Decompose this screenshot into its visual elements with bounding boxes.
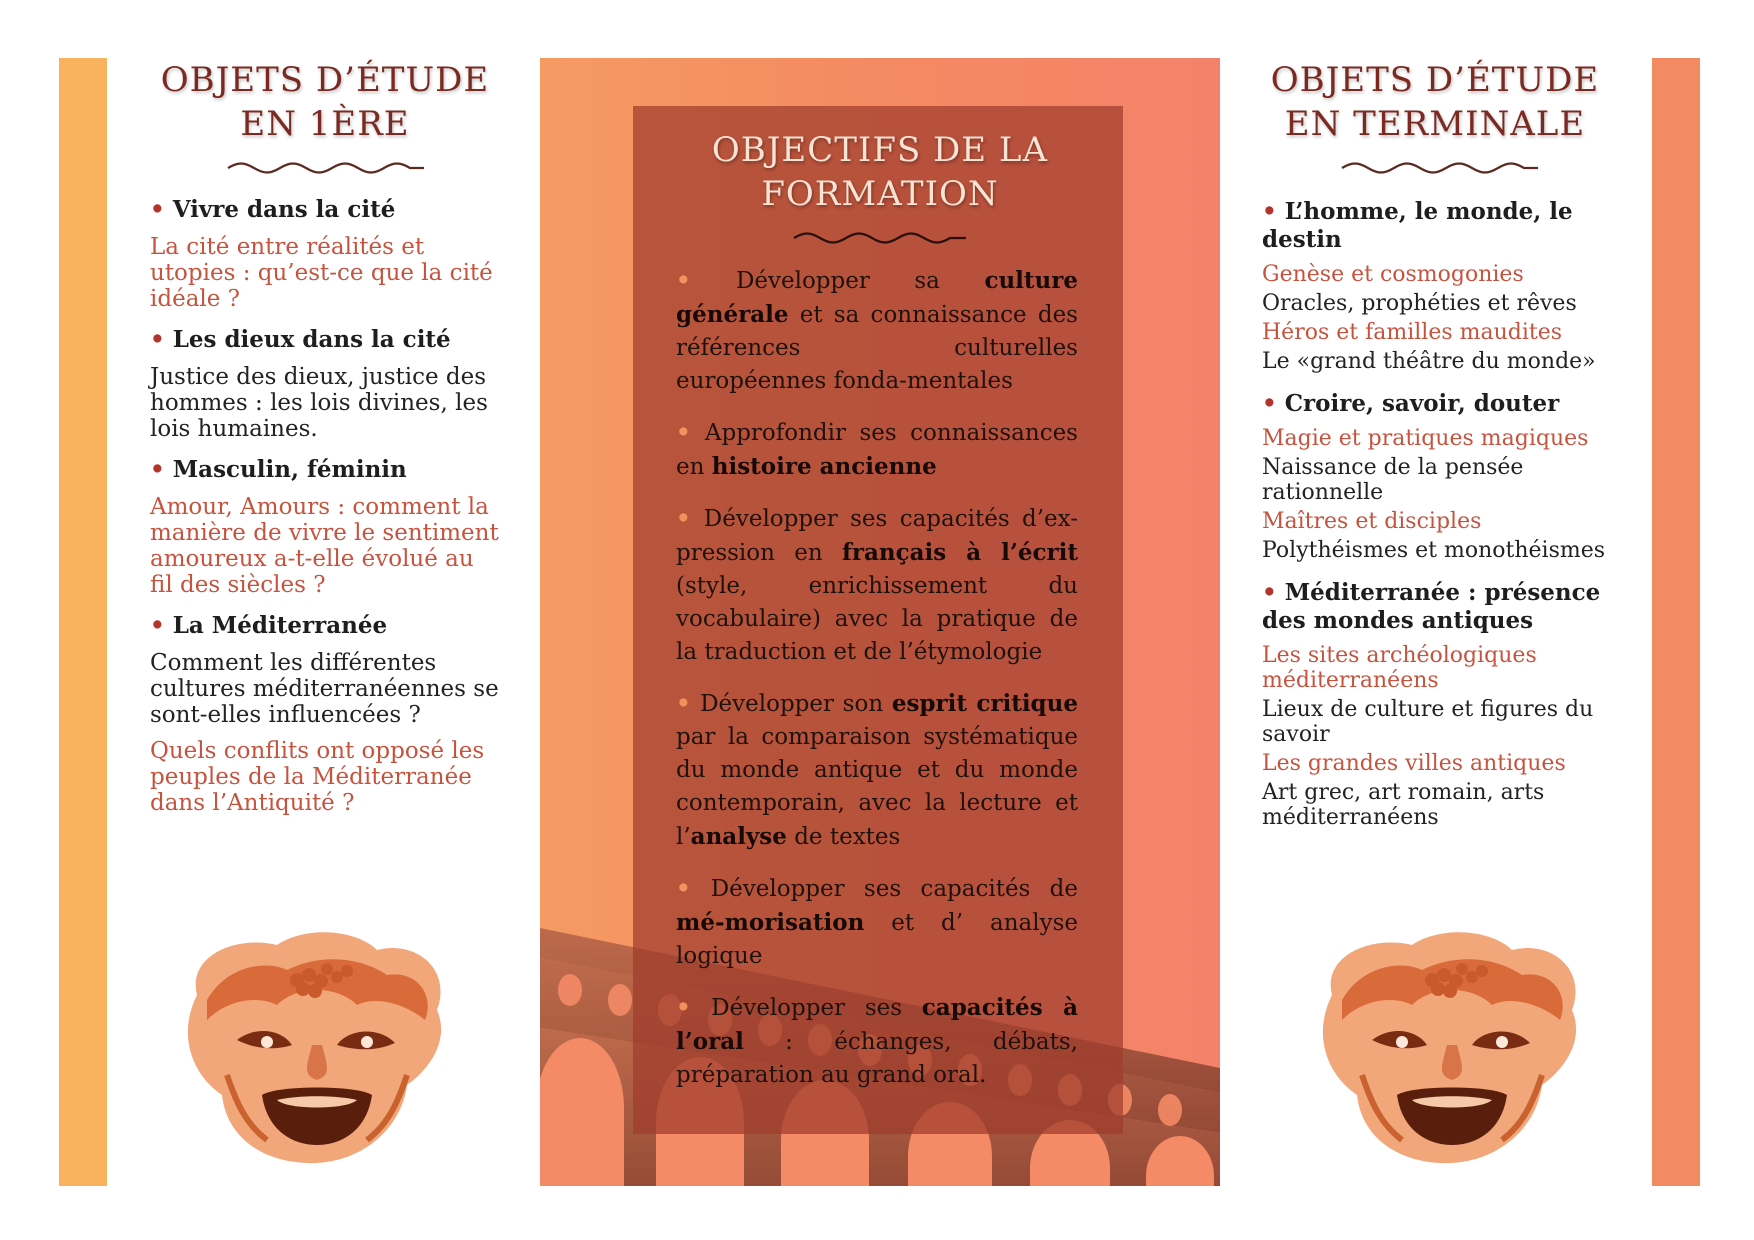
right-subject-3-desc-4: Art grec, art romain, arts méditerranéens xyxy=(1262,780,1545,830)
bullet-icon: • xyxy=(676,690,701,717)
left-subject-1: • Vivre dans la cité xyxy=(150,196,396,223)
bullet-icon: • xyxy=(150,196,173,223)
right-subject-3-desc-3: Les grandes villes antiques xyxy=(1262,751,1566,776)
right-subject-1-desc-2: Oracles, prophéties et rêves xyxy=(1262,291,1577,316)
left-title-line2: EN 1ÈRE xyxy=(240,104,410,144)
right-title-line1: OBJETS D’ÉTUDE xyxy=(1270,60,1600,100)
left-decorative-bar xyxy=(59,58,107,1186)
right-subject-2: • Croire, savoir, douter xyxy=(1262,390,1560,417)
objective-3: • Développer ses capacités d’ex-pression en français à l’écrit (style, enrichissement du vocabulaire) avec la pratique de la traduction et de l’étymologie xyxy=(676,505,1079,665)
left-subject-3: • Masculin, féminin xyxy=(150,456,407,483)
objective-5: • Développer ses capacités de mé-morisation et d’ analyse logique xyxy=(676,875,1078,969)
left-title-ornament xyxy=(226,160,426,176)
objective-4: • Développer son esprit critique par la comparaison systématique du monde antique et du monde contemporain, avec la lecture et l’analyse de textes xyxy=(676,690,1078,850)
bullet-icon: • xyxy=(1262,390,1285,417)
right-subject-2-desc-2: Naissance de la pensée rationnelle xyxy=(1262,455,1524,505)
right-title-line2: EN TERMINALE xyxy=(1284,104,1586,144)
right-subject-3: • Méditerranée : présence des mondes antiques xyxy=(1262,579,1601,634)
objective-2: • Approfondir ses connaissances en histoire ancienne xyxy=(676,419,1078,480)
center-title-ornament xyxy=(792,230,968,246)
right-subject-3-desc-1: Les sites archéologiques méditerranéens xyxy=(1262,643,1537,693)
left-subject-4-desc-2: Quels conflits ont opposé les peuples de la Méditerranée dans l’Antiquité ? xyxy=(150,738,485,816)
right-subject-1: • L’homme, le monde, le destin xyxy=(1262,198,1573,253)
left-subject-4: • La Méditerranée xyxy=(150,612,388,639)
center-title-line2: FORMATION xyxy=(761,174,999,214)
right-subject-2-desc-3: Maîtres et disciples xyxy=(1262,509,1482,534)
right-subjects-list xyxy=(1262,198,1612,830)
left-subject-1-desc: La cité entre réalités et utopies : qu’est-ce que la cité idéale ? xyxy=(150,234,493,312)
left-column-title xyxy=(160,58,490,146)
center-title-line1: OBJECTIFS DE LA xyxy=(711,130,1049,170)
bullet-icon: • xyxy=(676,267,736,294)
right-subject-2-desc-4: Polythéismes et monothéismes xyxy=(1262,538,1606,563)
center-title xyxy=(540,128,1220,216)
left-title-line1: OBJETS D’ÉTUDE xyxy=(160,60,490,100)
right-subject-3-desc-2: Lieux de culture et figures du savoir xyxy=(1262,697,1594,747)
objective-6: • Développer ses capacités à l’oral : échanges, débats, préparation au grand oral. xyxy=(676,994,1078,1088)
left-subject-4-desc-1: Comment les différentes cultures méditerranéennes se sont-elles influencées ? xyxy=(150,650,499,728)
bullet-icon: • xyxy=(676,994,712,1021)
right-subject-2-desc-1: Magie et pratiques magiques xyxy=(1262,426,1589,451)
bullet-icon: • xyxy=(676,419,705,446)
bullet-icon: • xyxy=(1262,198,1285,225)
right-subject-1-desc-3: Héros et familles maudites xyxy=(1262,320,1563,345)
right-subject-1-desc-4: Le «grand théâtre du monde» xyxy=(1262,349,1596,374)
theater-mask-icon xyxy=(167,925,457,1165)
left-subject-2: • Les dieux dans la cité xyxy=(150,326,451,353)
objective-1: • Développer sa culture générale et sa connaissance des références culturelles européennes fonda-mentales xyxy=(676,267,1078,394)
bullet-icon: • xyxy=(150,326,173,353)
right-decorative-bar xyxy=(1652,58,1700,1186)
left-subject-2-desc: Justice des dieux, justice des hommes : les lois divines, les lois humaines. xyxy=(150,364,488,442)
right-subject-1-desc-1: Genèse et cosmogonies xyxy=(1262,262,1524,287)
right-column-title xyxy=(1270,58,1600,146)
left-subjects-list xyxy=(150,196,500,816)
bullet-icon: • xyxy=(150,456,173,483)
right-title-ornament xyxy=(1340,160,1540,176)
bullet-icon: • xyxy=(676,875,711,902)
bullet-icon: • xyxy=(676,505,704,532)
objectives-list xyxy=(676,264,1078,1110)
bullet-icon: • xyxy=(150,612,173,639)
theater-mask-icon xyxy=(1302,925,1592,1165)
left-subject-3-desc: Amour, Amours : comment la manière de vivre le sentiment amoureux a-t-elle évolué au fil des siècles ? xyxy=(150,494,499,598)
bullet-icon: • xyxy=(1262,579,1285,606)
